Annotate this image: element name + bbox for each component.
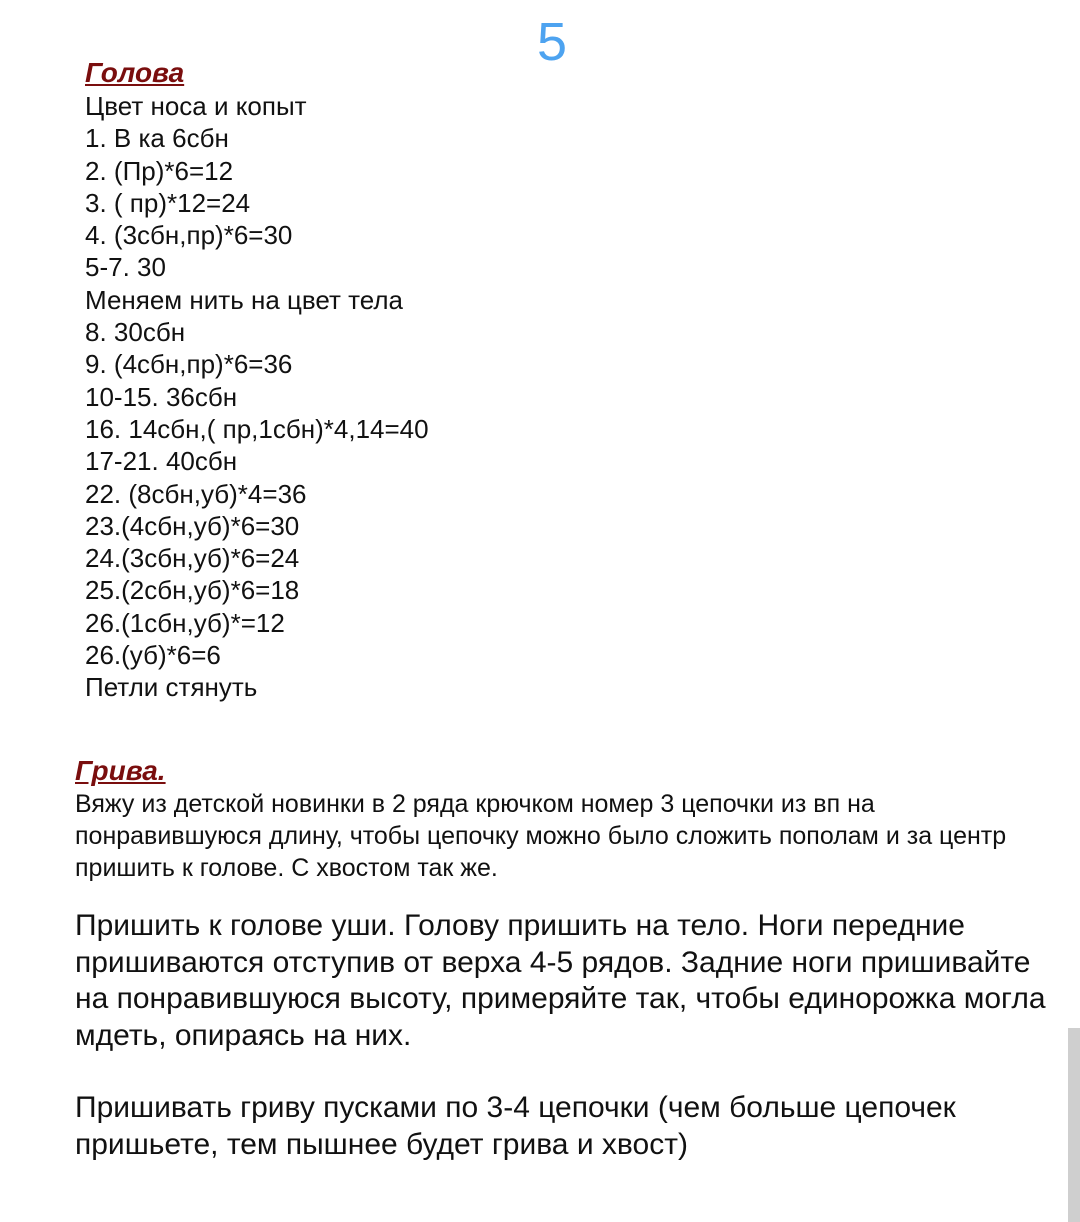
head-line: 1. В ка 6сбн bbox=[85, 123, 229, 154]
head-line: 3. ( пр)*12=24 bbox=[85, 187, 251, 218]
assembly-paragraph: Пришивать гриву пусками по 3-4 цепочки (чем больше цепочек пришьете, тем пышнее будет грива и хвост) bbox=[75, 1091, 956, 1161]
scrollbar[interactable] bbox=[1068, 1028, 1080, 1222]
mane-section bbox=[75, 754, 1055, 884]
head-line: 26.(1сбн,уб)*=12 bbox=[85, 607, 285, 638]
head-line: 5-7. 30 bbox=[85, 252, 166, 283]
head-line: 17-21. 40сбн bbox=[85, 446, 238, 477]
head-instructions bbox=[85, 90, 429, 704]
head-line: 16. 14сбн,( пр,1сбн)*4,14=40 bbox=[85, 413, 429, 444]
head-line: 25.(2сбн,уб)*6=18 bbox=[85, 575, 300, 606]
head-section bbox=[85, 56, 429, 704]
head-line: 24.(3сбн,уб)*6=24 bbox=[85, 543, 300, 574]
head-line: 9. (4сбн,пр)*6=36 bbox=[85, 349, 293, 380]
assembly-section bbox=[75, 908, 1065, 1199]
head-line: Петли стянуть bbox=[85, 672, 258, 703]
head-line: 8. 30сбн bbox=[85, 317, 186, 348]
head-line: 2. (Пр)*6=12 bbox=[85, 155, 234, 186]
head-line: 4. (3сбн,пр)*6=30 bbox=[85, 220, 293, 251]
mane-heading: Грива. bbox=[75, 755, 166, 786]
head-line: 23.(4сбн,уб)*6=30 bbox=[85, 510, 300, 541]
head-line: 10-15. 36сбн bbox=[85, 381, 238, 412]
head-line: 26.(уб)*6=6 bbox=[85, 640, 221, 671]
head-line: Меняем нить на цвет тела bbox=[85, 284, 403, 315]
assembly-paragraph: Пришить к голове уши. Голову пришить на тело. Ноги передние пришиваются отступив от верха 4-5 рядов. Задние ноги пришивайте на понравившуюся высоту, примеряйте так, чтобы единорожка могла мдеть, опираясь на них. bbox=[75, 909, 1046, 1052]
mane-instructions: Вяжу из детской новинки в 2 ряда крючком номер 3 цепочки из вп на понравившуюся длину, чтобы цепочку можно было сложить пополам и за центр пришить к голове. С хвостом так же. bbox=[75, 790, 1007, 882]
page-number: 5 bbox=[536, 12, 568, 72]
head-line: 22. (8сбн,уб)*4=36 bbox=[85, 478, 307, 509]
head-line: Цвет носа и копыт bbox=[85, 91, 307, 121]
head-heading: Голова bbox=[85, 57, 185, 88]
